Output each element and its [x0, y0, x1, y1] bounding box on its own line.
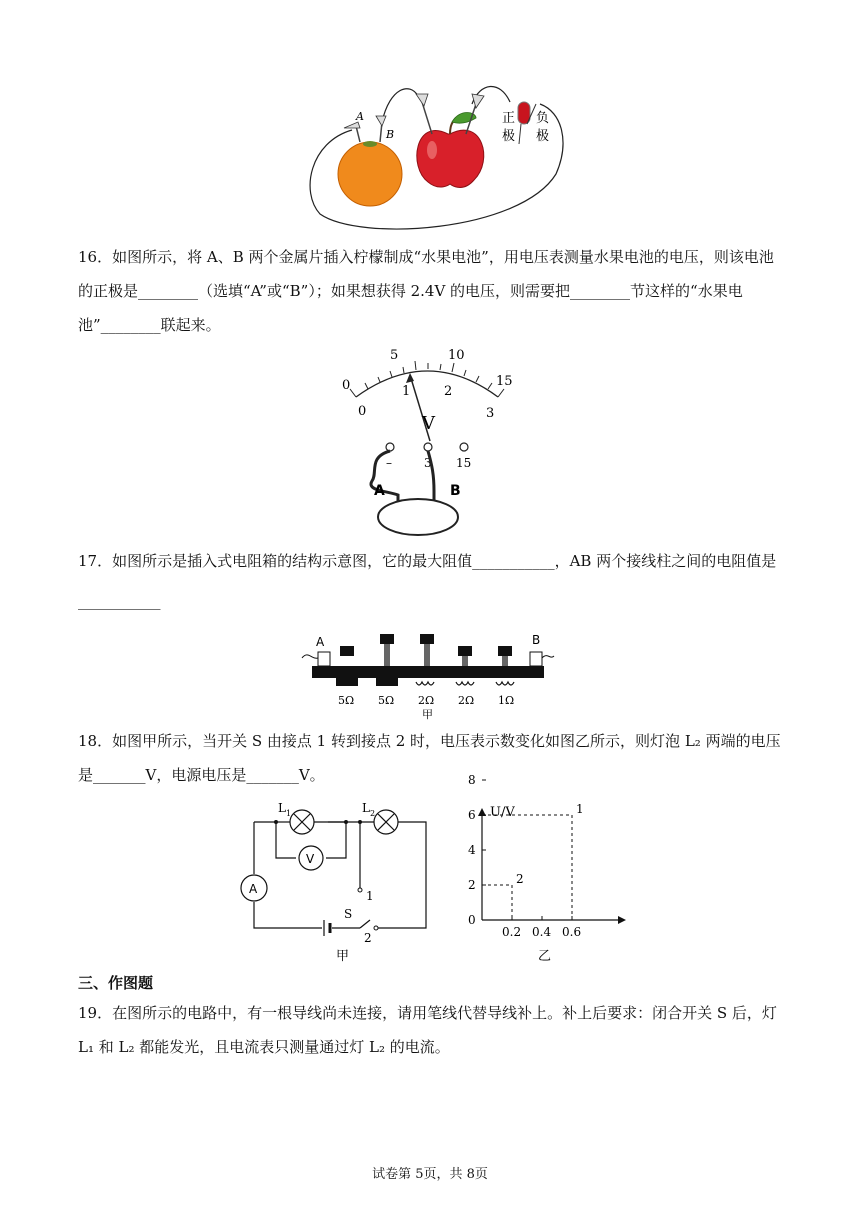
data-point-label: 1: [576, 802, 584, 816]
resistor-label-4: 2Ω: [458, 694, 475, 707]
lower-scale-2: 2: [444, 384, 453, 399]
switch-label: S: [344, 907, 353, 921]
upper-scale-10: 10: [448, 348, 465, 363]
lower-scale-3: 3: [486, 406, 495, 421]
section-heading: 三、作图题: [78, 974, 154, 992]
question-18-line-2: 是_______V，电源电压是_______V。: [78, 766, 325, 784]
voltage-chart: [446, 773, 630, 966]
question-19: 19．在图所示的电路中，有一根导线尚未连接，请用笔线代替导线补上。补上后要求：闭合开关 S 后，灯 L₁ 和 L₂ 都能发光，且电流表只测量通过灯 L₂ 的电流。: [78, 1004, 777, 1056]
lamp-l1-label: L: [278, 801, 286, 815]
positive-pole-label: 正: [502, 111, 516, 126]
lower-scale-0: 0: [358, 404, 367, 419]
terminal-15-label: 15: [456, 456, 472, 470]
negative-pole-label-2: 极: [536, 129, 550, 144]
orange: [338, 142, 402, 206]
question-17: [78, 544, 784, 618]
plate-b-label: B: [386, 128, 395, 141]
question-18-line-1: 18．如图甲所示，当开关 S 由接点 1 转到接点 2 时，电压表示数变化如图乙所示，则灯泡 L₂ 两端的电压: [78, 732, 781, 750]
question-18: [78, 724, 784, 792]
negative-pole-label: 负: [536, 111, 550, 126]
voltmeter-figure: [338, 345, 518, 541]
y-tick-label: 8: [468, 773, 476, 787]
chart-caption: 乙: [538, 949, 552, 964]
lamp-l2-sub: 2: [370, 809, 376, 818]
contact-2-label: 2: [364, 931, 372, 945]
resistor-label-3: 2Ω: [418, 694, 435, 707]
terminal-3: [424, 443, 432, 451]
terminal-15: [460, 443, 468, 451]
voltmeter-symbol: V: [306, 852, 315, 866]
terminal-negative-label: –: [386, 456, 392, 470]
data-point-guide: [482, 815, 572, 920]
plate-b-label: B: [450, 483, 461, 499]
unit-label: V: [422, 413, 435, 434]
resistor-label-2: 5Ω: [378, 694, 395, 707]
fruit-battery-figure: [300, 82, 570, 238]
y-tick-label: 2: [468, 878, 476, 892]
y-tick-label: 0: [468, 913, 476, 927]
upper-scale-5: 5: [390, 348, 399, 363]
x-tick-label: 0.2: [502, 925, 522, 939]
y-tick-label: 4: [468, 843, 476, 857]
y-tick-label: 6: [468, 808, 476, 822]
lemon: [378, 499, 458, 535]
question-16: 16．如图所示，将 A、B 两个金属片插入柠檬制成“水果电池”，用电压表测量水果电池的电压，则该电池的正极是________（选填“A”或“B”）；如果想获得 2.4V 的电压，则需要把________节这样的“水果电池”________联起来。: [78, 248, 774, 334]
data-point-guide: [482, 885, 512, 920]
figure-caption: 甲: [336, 949, 350, 964]
y-axis-label: U/V: [490, 805, 515, 820]
ammeter-symbol: A: [249, 882, 258, 896]
terminal-b-label: B: [532, 633, 541, 647]
upper-scale-15: 15: [496, 374, 513, 389]
x-axis-arrow: [618, 916, 626, 924]
data-point-label: 2: [516, 872, 524, 886]
question-17-line-1: 17．如图所示是插入式电阻箱的结构示意图，它的最大阻值___________，AB 两个接线柱之间的电阻值是: [78, 552, 777, 570]
lamp-l1-sub: 1: [286, 809, 292, 818]
terminal-a-label: A: [316, 635, 325, 649]
resistance-box-figure: [300, 630, 554, 721]
x-tick-label: 0.4: [532, 925, 552, 939]
terminal-negative: [386, 443, 394, 451]
upper-scale-0: 0: [342, 378, 351, 393]
terminal-3-label: 3: [424, 456, 432, 470]
question-17-line-2: ___________: [78, 592, 161, 610]
page-footer: 试卷第 5页，共 8页: [372, 1167, 488, 1182]
lower-scale-1: 1: [402, 384, 411, 399]
plate-a-label: A: [356, 110, 364, 123]
x-tick-label: 0.6: [562, 925, 582, 939]
circuit-figure: [236, 796, 436, 966]
positive-pole-label-2: 极: [502, 129, 516, 144]
plate-a-label: A: [374, 483, 385, 499]
resistor-label-5: 1Ω: [498, 694, 515, 707]
lamp-l2-label: L: [362, 801, 370, 815]
resistor-label-1: 5Ω: [338, 694, 355, 707]
figure-caption: 甲: [422, 708, 433, 721]
switch-icon: [360, 920, 370, 928]
apple: [417, 130, 484, 187]
contact-1-label: 1: [366, 889, 374, 903]
